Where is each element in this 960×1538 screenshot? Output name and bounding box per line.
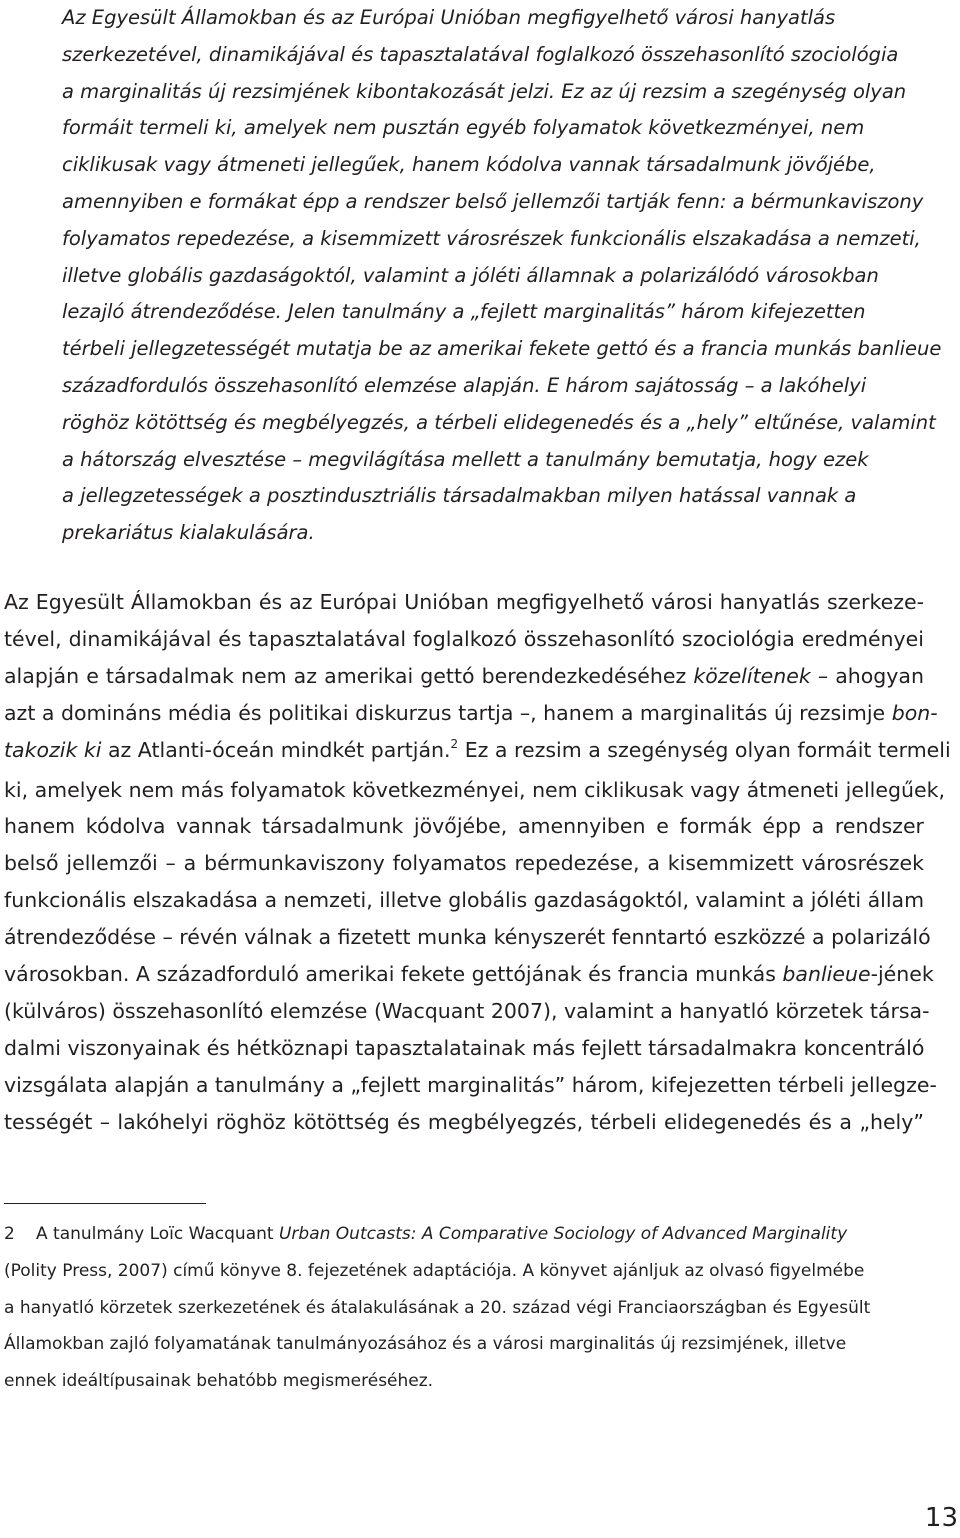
body-line: átrendeződése – révén válnak a fizetett munka kényszerét fenntartó eszközzé a polarizáló	[4, 925, 931, 950]
body-line: Az Egyesült Államokban és az Európai Unióban megfigyelhető városi hanyatlás szerkeze-	[4, 590, 924, 614]
body-paragraph	[4, 584, 951, 1141]
body-line: funkcionális elszakadása a nemzeti, illetve globális gazdaságoktól, valamint a jóléti állam	[4, 888, 925, 913]
footnote-divider	[4, 1203, 206, 1204]
footnote-line: 2 A tanulmány Loïc Wacquant Urban Outcasts: A Comparative Sociology of Advanced Marginality	[4, 1216, 904, 1253]
emphasis-text: takozik ki	[4, 737, 102, 762]
body-line: ki, amelyek nem más folyamatok következményei, nem ciklikusak vagy átmeneti jellegűek,	[4, 777, 945, 802]
abstract-line: a hátország elvesztése – megvilágítása mellett a tanulmány bemutatja, hogy ezek	[62, 447, 869, 471]
abstract-line: formáit termeli ki, amelyek nem pusztán egyéb folyamatok következményei, nem	[62, 116, 865, 140]
footnote-line: (Polity Press, 2007) című könyve 8. fejezetének adaptációja. A könyvet ajánljuk az olvasó figyelmébe	[4, 1260, 865, 1281]
footnote-line: a hanyatló körzetek szerkezetének és átalakulásának a 20. század végi Franciaországban és Egyesült	[4, 1297, 871, 1318]
body-line: vizsgálata alapján a tanulmány a „fejlett marginalitás” három, kifejezetten térbeli jellegze-	[4, 1072, 937, 1097]
footnote-line: Államokban zajló folyamatának tanulmányozásához és a városi marginalitás új rezsimjének, illetve	[4, 1334, 847, 1355]
book-title: Urban Outcasts: A Comparative Sociology of Advanced Marginality	[278, 1224, 848, 1244]
body-line: dalmi viszonyainak és hétköznapi tapasztalatainak más fejlett társadalmakra koncentráló	[4, 1035, 925, 1060]
abstract-line: amennyiben e formákat épp a rendszer belső jellemzői tartják fenn: a bérmunkaviszony	[62, 189, 924, 213]
body-line: hanem kódolva vannak társadalmunk jövőjébe, amennyiben e formák épp a rendszer	[4, 814, 924, 839]
page-number: 13	[924, 1503, 958, 1533]
abstract-line: prekariátus kialakulására.	[62, 521, 315, 545]
body-line: takozik ki az Atlanti-óceán mindkét partján.$^2$ Ez a rezsim a szegénység olyan formáit termeli	[4, 736, 951, 762]
footnote-reference: 2	[450, 736, 459, 751]
abstract-line: Az Egyesült Államokban és az Európai Unióban megfigyelhető városi hanyatlás	[62, 6, 836, 29]
body-line: tességét – lakóhelyi röghöz kötöttség és megbélyegzés, térbeli elidegenedés és a „hely”	[4, 1109, 924, 1134]
emphasis-text: banlieue	[782, 962, 871, 987]
footnote-number: 2	[4, 1224, 15, 1244]
footnote	[4, 1216, 904, 1400]
abstract-line: a jellegzetességek a posztindusztriális társadalmakban milyen hatással vannak a	[62, 484, 857, 508]
abstract-line: illetve globális gazdaságoktól, valamint a jóléti államnak a polarizálódó városokban	[62, 263, 879, 287]
abstract-line: ciklikusak vagy átmeneti jellegűek, hanem kódolva vannak társadalmunk jövőjébe,	[62, 153, 876, 177]
abstract-line: századfordulós összehasonlító elemzése alapján. E három sajátosság – a lakóhelyi	[62, 373, 867, 397]
footnote-line: ennek ideáltípusainak behatóbb megismeréséhez.	[4, 1371, 434, 1392]
abstract-line: folyamatos repedezése, a kisemmizett városrészek funkcionális elszakadása a nemzeti,	[62, 226, 921, 250]
abstract-line: térbeli jellegzetességét mutatja be az amerikai fekete gettó és a francia munkás banlieue	[62, 337, 942, 361]
abstract-line: szerkezetével, dinamikájával és tapasztalatával foglalkozó összehasonlító szociológia	[62, 42, 899, 66]
body-line: azt a domináns média és politikai diskurzus tartja –, hanem a marginalitás új rezsimje bon-	[4, 700, 938, 725]
body-line: városokban. A századforduló amerikai fekete gettójának és francia munkás banlieue-jének	[4, 962, 934, 987]
body-line: alapján e társadalmak nem az amerikai gettó berendezkedéséhez közelítenek – ahogyan	[4, 663, 924, 688]
abstract-paragraph	[62, 0, 942, 552]
body-line: belső jellemzői – a bérmunkaviszony folyamatos repedezése, a kisemmizett városrészek	[4, 851, 924, 876]
abstract-line: a marginalitás új rezsimjének kibontakozását jelzi. Ez az új rezsim a szegénység olyan	[62, 79, 907, 103]
emphasis-text: bon-	[891, 700, 938, 725]
abstract-line: röghöz kötöttség és megbélyegzés, a térbeli elidegenedés és a „hely” eltűnése, valamint	[62, 410, 936, 434]
abstract-line: lezajló átrendeződése. Jelen tanulmány a „fejlett marginalitás” három kifejezetten	[62, 300, 866, 324]
emphasis-text: közelítenek	[693, 663, 811, 688]
body-line: (külváros) összehasonlító elemzése (Wacquant 2007), valamint a hanyatló körzetek társa-	[4, 998, 930, 1023]
body-line: tével, dinamikájával és tapasztalatával foglalkozó összehasonlító szociológia eredményei	[4, 626, 924, 651]
